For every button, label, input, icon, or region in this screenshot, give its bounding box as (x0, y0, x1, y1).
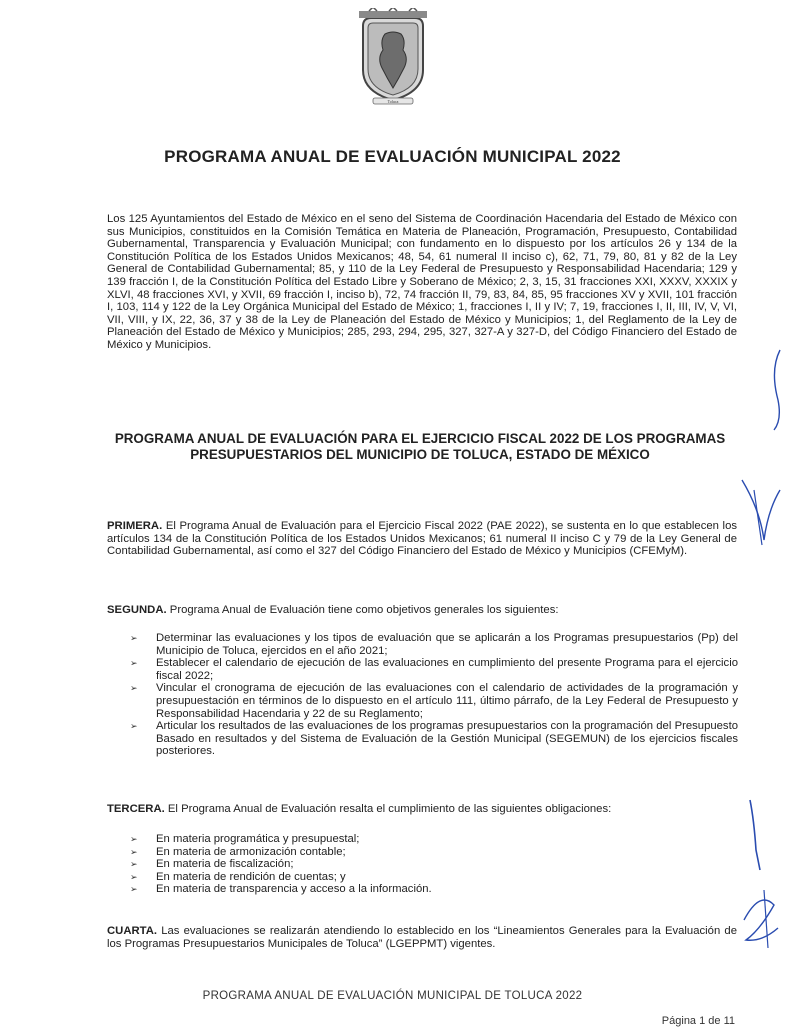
seal-motto: Toluca (387, 99, 399, 104)
program-subtitle: PROGRAMA ANUAL DE EVALUACIÓN PARA EL EJERCICIO FISCAL 2022 DE LOS PROGRAMAS PRESUPUESTARIOS DEL MUNICIPIO DE TOLUCA, ESTADO DE MÉXICO (114, 431, 726, 462)
list-item: ➢ En materia de transparencia y acceso a la información. (130, 883, 738, 896)
list-item: ➢ Vincular el cronograma de ejecución de las evaluaciones con el calendario de actividades de la programación y presupuestación en términos de lo dispuesto en el artículo 111, último párrafo, de la Ley Federal de Presupuesto y Responsabilidad Hacendaria y 22 de su Reglamento; (130, 682, 738, 720)
toluca-seal-icon (355, 8, 431, 106)
cuarta-text: Las evaluaciones se realizarán atendiendo lo establecido en los “Lineamientos Generales para la Evaluación de los Programas Presupuestarios Municipales de Toluca” (LGEPPMT) vigentes. (107, 925, 737, 950)
list-item: ➢ En materia de armonización contable; (130, 846, 738, 859)
page-title: PROGRAMA ANUAL DE EVALUACIÓN MUNICIPAL 2022 (164, 147, 621, 166)
tercera-clause (107, 803, 737, 816)
segunda-clause (107, 604, 737, 617)
list-item: ➢ En materia de fiscalización; (130, 858, 738, 871)
list-item: ➢ En materia programática y presupuestal; (130, 833, 738, 846)
segunda-list (130, 632, 738, 758)
list-item: ➢ Determinar las evaluaciones y los tipos de evaluación que se aplicarán a los Programas presupuestarios (Pp) del Municipio de Toluca, ejercidos en el año 2021; (130, 632, 738, 657)
intro-paragraph: Los 125 Ayuntamientos del Estado de México en el seno del Sistema de Coordinación Hacendaria del Estado de México con sus Municipios, constituidos en la Comisión Temática en Materia de Planeación, Programación, Presupuesto, Contabilidad Gubernamental, Transparencia y Evaluación Municipal; con fundamento en lo dispuesto por los artículos 26 y 134 de la Constitución Política de los Estados Unidos Mexicanos; 48, 54, 61 numeral II inciso c), 62, 71, 79, 80, 81 y 82 de la Ley General de Contabilidad Gubernamental; 85, y 110 de la Ley Federal de Presupuesto y Responsabilidad Hacendaria; 129 y 139 fracción I, de la Constitución Política del Estado Libre y Soberano de México; 2, 3, 15, 31 fracciones XXI, XXXV, XXXIX y XLVI, 48 fracciones XVI, y XVII, 69 fracción I, inciso b), 72, 74 fracción II, 79, 83, 84, 85, 95 fracciones XV y XVII, 101 fracción I, 103, 114 y 122 de la Ley Orgánica Municipal del Estado de México; 1, fracciones I, II y IV; 7, 19, fracciones I, II, III, IV, V, VI, VII, VIII, y IX, 22, 36, 37 y 38 de la Ley de Planeación del Estado de México y Municipios; 1, del Reglamento de la Ley de Planeación del Estado de México y Municipios; 285, 293, 294, 295, 327, 327-A y 327-D, del Código Financiero del Estado de México y Municipios. (107, 213, 737, 351)
list-item: ➢ Articular los resultados de las evaluaciones de los programas presupuestarios con la programación del Presupuesto Basado en resultados y del Sistema de Evaluación de la Gestión Municipal (SEGEMUN) de los ejercicios fiscales posteriores. (130, 720, 738, 758)
list-item: ➢ En materia de rendición de cuentas; y (130, 871, 738, 884)
tercera-list (130, 833, 738, 896)
cuarta-clause (107, 925, 737, 950)
segunda-label: SEGUNDA. (107, 604, 167, 616)
primera-label: PRIMERA. (107, 520, 163, 532)
primera-clause (107, 520, 737, 558)
segunda-text: Programa Anual de Evaluación tiene como objetivos generales los siguientes: (166, 604, 559, 616)
cuarta-label: CUARTA. (107, 925, 157, 937)
tercera-label: TERCERA. (107, 803, 165, 815)
page-footer: PROGRAMA ANUAL DE EVALUACIÓN MUNICIPAL DE TOLUCA 2022 (202, 990, 583, 1002)
primera-text: El Programa Anual de Evaluación para el Ejercicio Fiscal 2022 (PAE 2022), se sustenta en lo que establecen los artículos 134 de la Constitución Política de los Estados Unidos Mexicanos; 61 numeral II inciso C y 79 de la Ley General de Contabilidad Gubernamental, así como el 327 del Código Financiero del Estado de México y Municipios (CFEMyM). (107, 520, 737, 558)
page-number: Página 1 de 11 (661, 1015, 735, 1027)
list-item: ➢ Establecer el calendario de ejecución de las evaluaciones en cumplimiento del presente Programa para el ejercicio fiscal 2022; (130, 657, 738, 682)
tercera-text: El Programa Anual de Evaluación resalta el cumplimiento de las siguientes obligaciones: (164, 803, 612, 815)
margin-signature-icon (740, 330, 785, 950)
